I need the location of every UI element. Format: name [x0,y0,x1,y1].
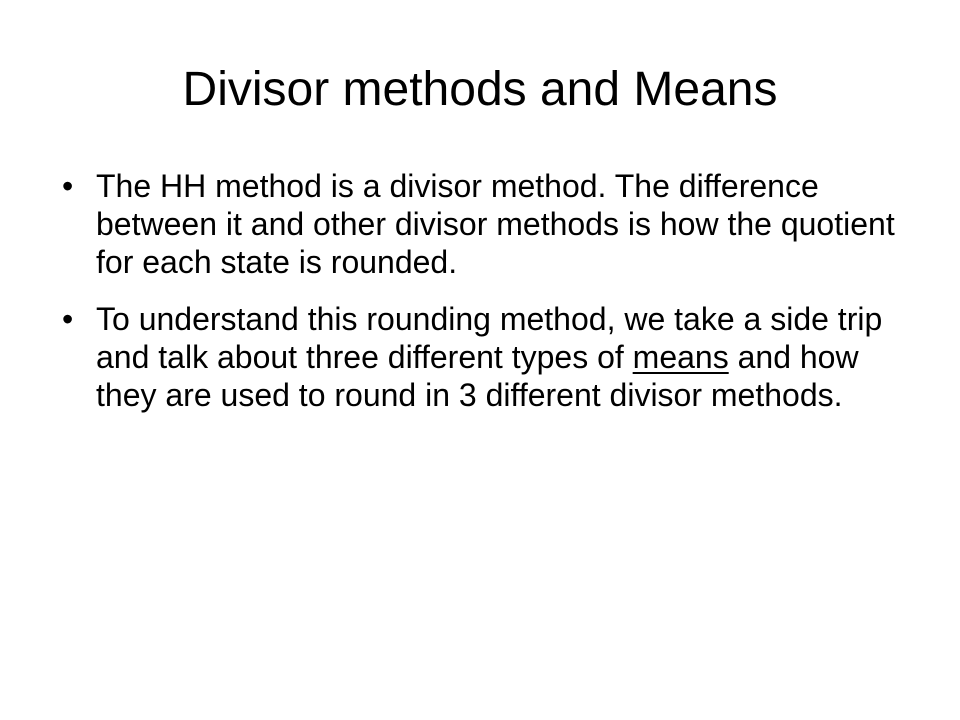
bullet-text-after: and how they are used to round in 3 different divisor methods. [96,339,859,413]
bullet-icon: • [62,168,74,204]
bullet-item [62,167,912,281]
bullet-list [62,167,912,433]
bullet-icon: • [62,301,74,337]
bullet-text: The HH method is a divisor method. The difference between it and other divisor methods is how the quotient for each state is rounded. [96,168,895,280]
bullet-item [62,300,912,414]
bullet-text-before: To understand this rounding method, we take a side trip and talk about three different types of [96,301,883,375]
slide-title: Divisor methods and Means [182,63,778,116]
means-emphasis: means [632,339,729,375]
